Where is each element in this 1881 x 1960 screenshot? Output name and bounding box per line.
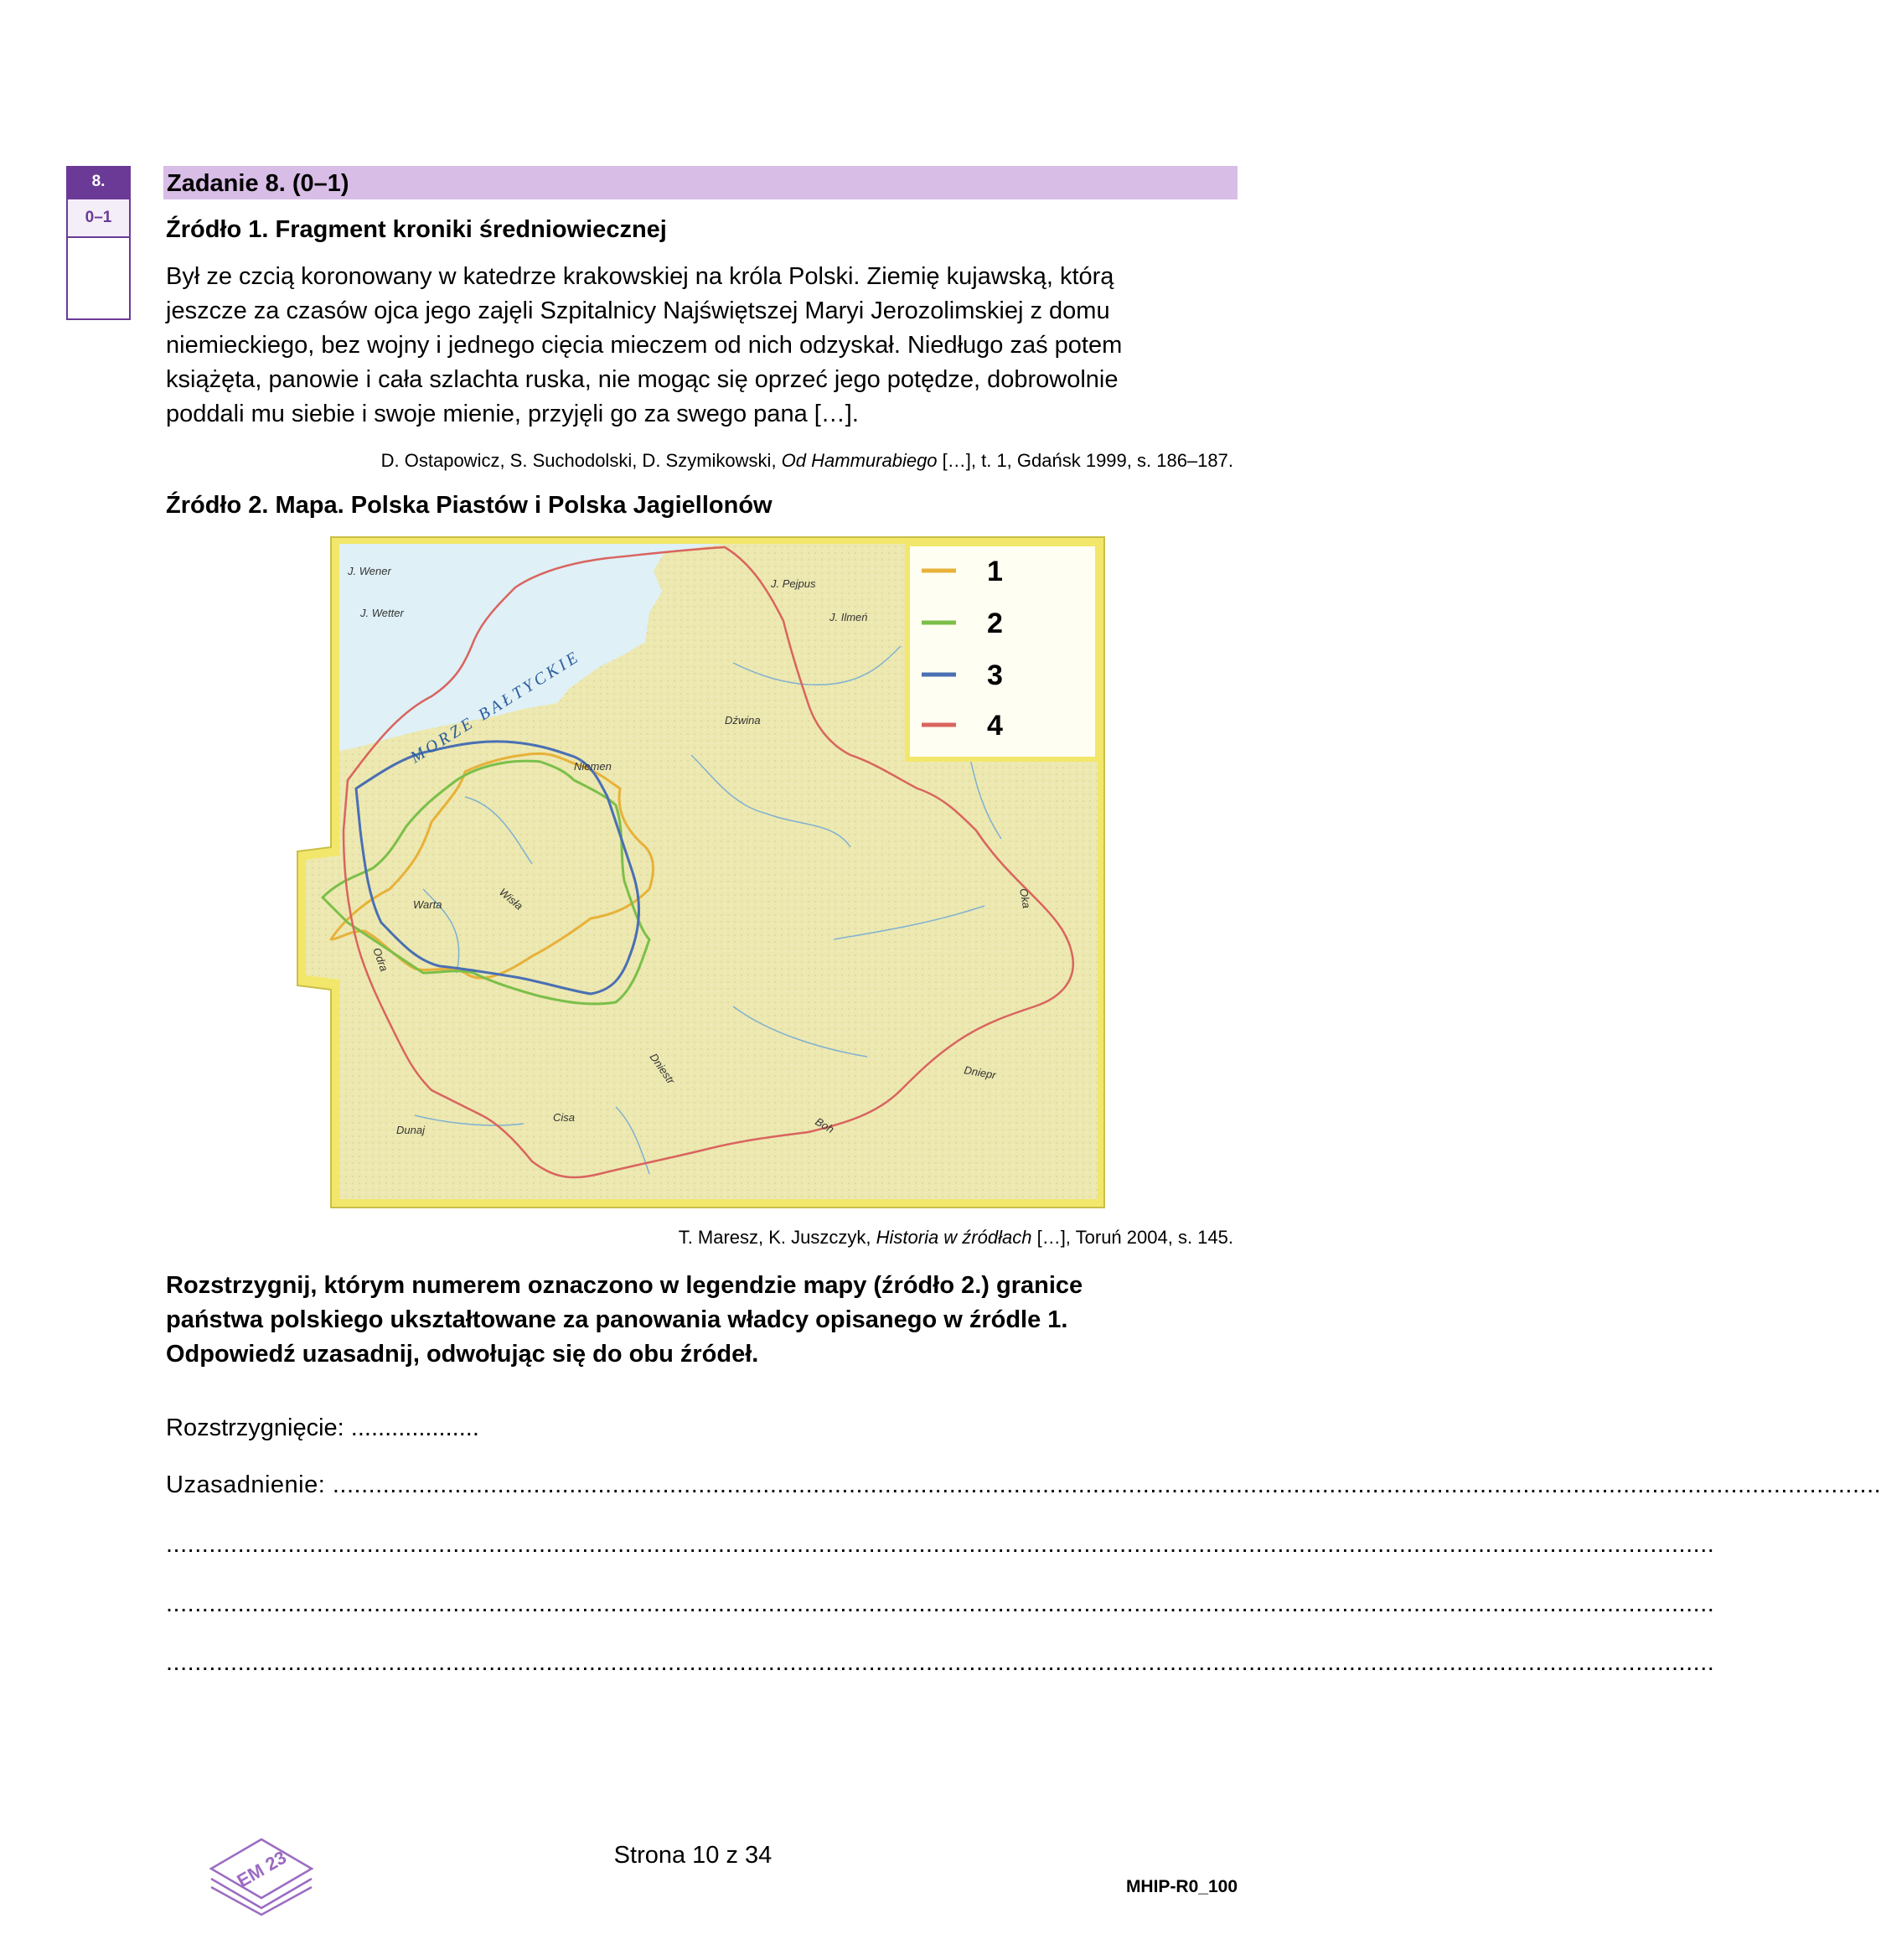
- score-box: [66, 166, 131, 320]
- task-title: Zadanie 8. (0–1): [167, 170, 349, 197]
- page-number: Strona 10 z 34: [613, 1842, 773, 1869]
- logo-text: EM 23: [233, 1846, 291, 1892]
- source1-line: Był ze czcią koronowany w katedrze krakowskiej na króla Polski. Ziemię kujawską, którą: [166, 263, 1114, 290]
- place-label: Oka: [1017, 887, 1033, 910]
- source1-line: poddali mu siebie i swoje mienie, przyjęli go za swego pana […].: [166, 401, 859, 427]
- question-text: Rozstrzygnij, którym numerem oznaczono w legendzie mapy (źródło 2.) granice państwa polskiego ukształtowane za panowania władcy opisanego w źródle 1. Odpowiedź uzasadnij, odwołując się do obu źródeł.: [166, 1272, 1083, 1368]
- source1-heading: Źródło 1. Fragment kroniki średniowiecznej: [166, 216, 667, 243]
- place-label: J. Ilmeń: [829, 611, 868, 623]
- task-header-bar: [163, 166, 1238, 199]
- source1-line: niemieckiego, bez wojny i jednego cięcia mieczem od nich odzyskał. Niedługo zaś potem: [166, 332, 1123, 359]
- legend-label-1: 1: [987, 556, 1003, 587]
- place-label: Dunaj: [396, 1124, 425, 1136]
- place-label: Cisa: [553, 1111, 576, 1124]
- sea-label: MORZE BAŁTYCKIE: [406, 647, 584, 768]
- place-label: Boh: [813, 1114, 837, 1136]
- source1-citation: D. Ostapowicz, S. Suchodolski, D. Szymikowski, Od Hammurabiego […], t. 1, Gdańsk 1999, s. 186–187.: [380, 450, 1233, 471]
- answer-dotted-line[interactable]: ........................................................................................................................................................................................................................: [166, 1649, 1715, 1676]
- score-entry-cell: [66, 236, 131, 320]
- place-label: Dniestr: [647, 1051, 678, 1087]
- place-label: Dźwina: [725, 714, 761, 727]
- legend-label-3: 3: [987, 659, 1003, 691]
- place-label: Odra: [370, 945, 391, 974]
- legend-label-4: 4: [987, 710, 1003, 742]
- answer-dotted-line[interactable]: ........................................................................................................................................................................................................................: [166, 1531, 1715, 1558]
- source2-heading: Źródło 2. Mapa. Polska Piastów i Polska Jagiellonów: [166, 492, 773, 519]
- source1-line: jeszcze za czasów ojca jego zajęli Szpitalnicy Najświętszej Maryi Jerozolimskiej z domu: [166, 297, 1110, 324]
- place-label: J. Wetter: [360, 607, 404, 619]
- decision-line[interactable]: Rozstrzygnięcie: ...................: [166, 1414, 479, 1441]
- source1-line: książęta, panowie i cała szlachta ruska, nie mogąc się oprzeć jego potędze, dobrowolnie: [166, 366, 1119, 393]
- source2-citation: T. Maresz, K. Juszczyk, Historia w źródłach […], Toruń 2004, s. 145.: [678, 1227, 1233, 1248]
- place-label: Warta: [413, 898, 442, 911]
- place-label: Wisła: [497, 885, 525, 913]
- task-number: 8.: [66, 166, 131, 198]
- source1-text: [166, 260, 1247, 432]
- place-label: Niemen: [574, 760, 612, 773]
- place-label: J. Wener: [348, 565, 391, 577]
- legend-label-2: 2: [987, 608, 1003, 639]
- place-label: J. Pejpus: [771, 577, 816, 590]
- justification-line[interactable]: Uzasadnienie: ........................................................................................................................................................................................................................: [166, 1471, 1881, 1498]
- place-label: Dniepr: [963, 1063, 997, 1082]
- exam-code: MHIP-R0_100: [1125, 1877, 1238, 1896]
- points-range: 0–1: [66, 198, 131, 238]
- historical-map: [297, 537, 1104, 1208]
- answer-dotted-line[interactable]: ........................................................................................................................................................................................................................: [166, 1590, 1715, 1617]
